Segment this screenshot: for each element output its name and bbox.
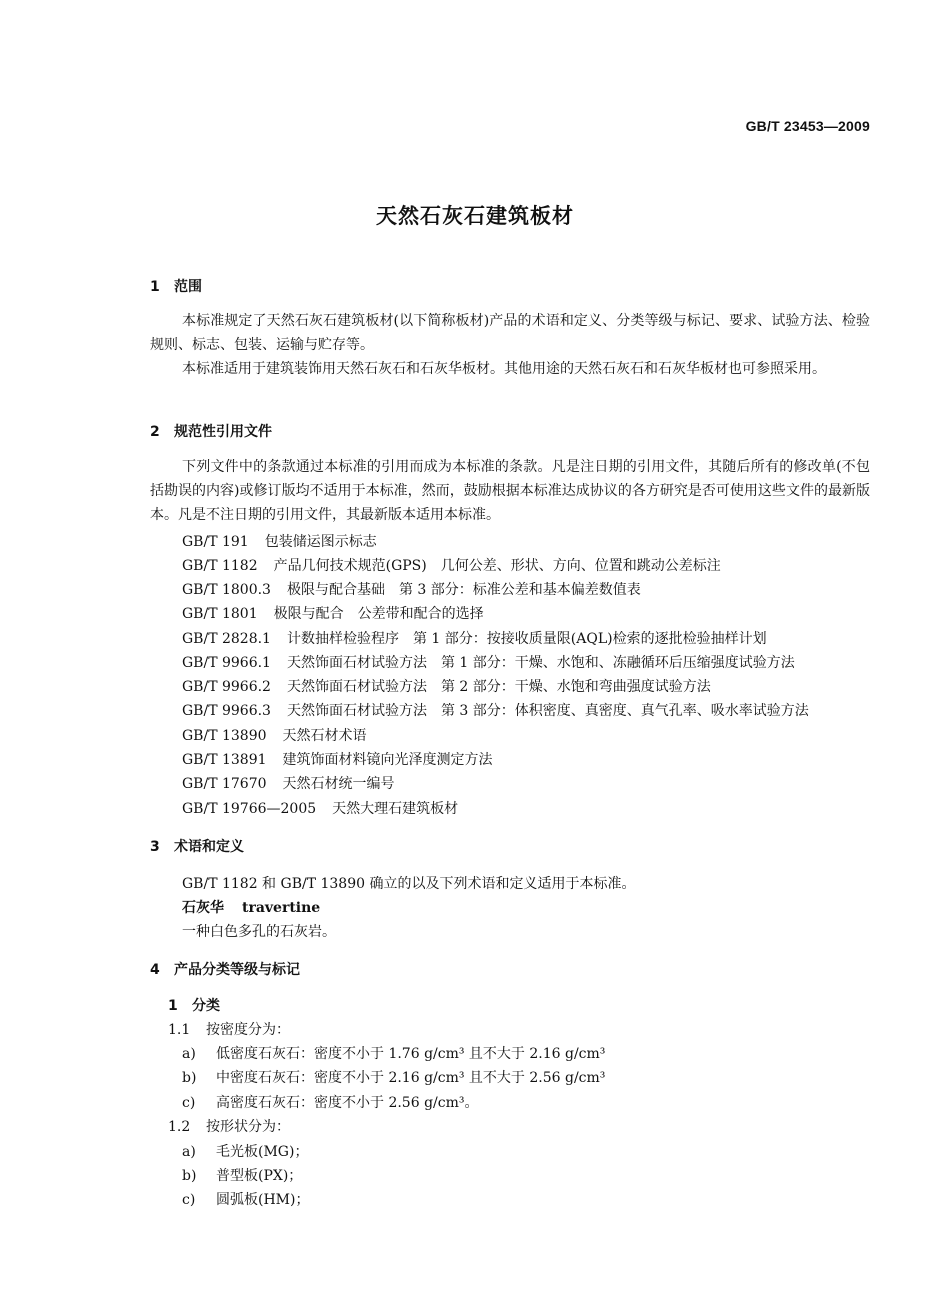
reference-item: GB/T 19766—2005 天然大理石建筑板材 <box>182 801 459 817</box>
section-title: 范围 <box>174 279 202 295</box>
clause-number: 1.2 <box>168 1119 191 1135</box>
section-heading-normative-references <box>150 421 272 441</box>
clause-title: 按密度分为： <box>206 1022 290 1038</box>
section-number: 4 <box>150 962 160 978</box>
reference-item: GB/T 13891 建筑饰面材料镜向光泽度测定方法 <box>182 752 493 768</box>
list-item: b) 普型板(PX)； <box>182 1168 303 1184</box>
reference-item: GB/T 9966.3 天然饰面石材试验方法 第 3 部分：体积密度、真密度、真气孔率、吸水率试验方法 <box>182 703 809 719</box>
section-title: 术语和定义 <box>174 839 244 855</box>
list-item: b) 中密度石灰石：密度不小于 2.16 g/cm³ 且不大于 2.56 g/cm³ <box>182 1070 606 1086</box>
clause-number: 1.1 <box>168 1022 191 1038</box>
subsection-title: 分类 <box>192 998 220 1014</box>
scope-paragraph-2: 本标准适用于建筑装饰用天然石灰石和石灰华板材。其他用途的天然石灰石和石灰华板材也可参照采用。 <box>182 361 826 377</box>
list-item: c) 高密度石灰石：密度不小于 2.56 g/cm³。 <box>182 1095 479 1111</box>
term-entry <box>182 897 320 917</box>
scope-paragraph-1: 本标准规定了天然石灰石建筑板材(以下简称板材)产品的术语和定义、分类等级与标记、要求、试验方法、检验规则、标志、包装、运输与贮存等。 <box>150 313 870 353</box>
reference-item: GB/T 13890 天然石材术语 <box>182 728 367 744</box>
reference-item: GB/T 1800.3 极限与配合基础 第 3 部分：标准公差和基本偏差数值表 <box>182 582 641 598</box>
section-title: 规范性引用文件 <box>174 424 272 440</box>
term-definition: 一种白色多孔的石灰岩。 <box>182 924 336 940</box>
term-chinese: 石灰华 <box>182 900 224 916</box>
subsection-heading-classification <box>168 995 220 1015</box>
section-heading-scope <box>150 276 202 296</box>
section-heading-classification <box>150 959 300 979</box>
list-item: a) 低密度石灰石：密度不小于 1.76 g/cm³ 且不大于 2.16 g/cm³ <box>182 1046 606 1062</box>
list-item: c) 圆弧板(HM)； <box>182 1192 310 1208</box>
reference-item: GB/T 9966.2 天然饰面石材试验方法 第 2 部分：干燥、水饱和弯曲强度试验方法 <box>182 679 711 695</box>
list-item: a) 毛光板(MG)； <box>182 1144 309 1160</box>
term-english: travertine <box>242 900 321 916</box>
reference-item: GB/T 191 包装储运图示标志 <box>182 534 377 550</box>
standard-number: GB/T 23453—2009 <box>745 118 870 134</box>
reference-item: GB/T 1182 产品几何技术规范(GPS) 几何公差、形状、方向、位置和跳动公差标注 <box>182 558 721 574</box>
reference-item: GB/T 1801 极限与配合 公差带和配合的选择 <box>182 606 484 622</box>
clause-by-shape <box>168 1116 290 1136</box>
clause-title: 按形状分为： <box>206 1119 290 1135</box>
section-number: 1 <box>150 279 160 295</box>
reference-item: GB/T 9966.1 天然饰面石材试验方法 第 1 部分：干燥、水饱和、冻融循环后压缩强度试验方法 <box>182 655 795 671</box>
clause-by-density <box>168 1019 290 1039</box>
subsection-number: 1 <box>168 998 178 1014</box>
section-title: 产品分类等级与标记 <box>174 962 300 978</box>
section-number: 3 <box>150 839 160 855</box>
reference-item: GB/T 17670 天然石材统一编号 <box>182 776 395 792</box>
terms-intro: GB/T 1182 和 GB/T 13890 确立的以及下列术语和定义适用于本标准。 <box>182 876 636 892</box>
references-paragraph: 下列文件中的条款通过本标准的引用而成为本标准的条款。凡是注日期的引用文件，其随后所有的修改单(不包括勘误的内容)或修订版均不适用于本标准，然而，鼓励根据本标准达成协议的各方研究是否可使用这些文件的最新版本。凡是不注日期的引用文件，其最新版本适用本标准。 <box>150 459 870 523</box>
document-title: 天然石灰石建筑板材 <box>376 204 574 228</box>
reference-item: GB/T 2828.1 计数抽样检验程序 第 1 部分：按接收质量限(AQL)检索的逐批检验抽样计划 <box>182 631 767 647</box>
section-heading-terms <box>150 836 244 856</box>
section-number: 2 <box>150 424 160 440</box>
